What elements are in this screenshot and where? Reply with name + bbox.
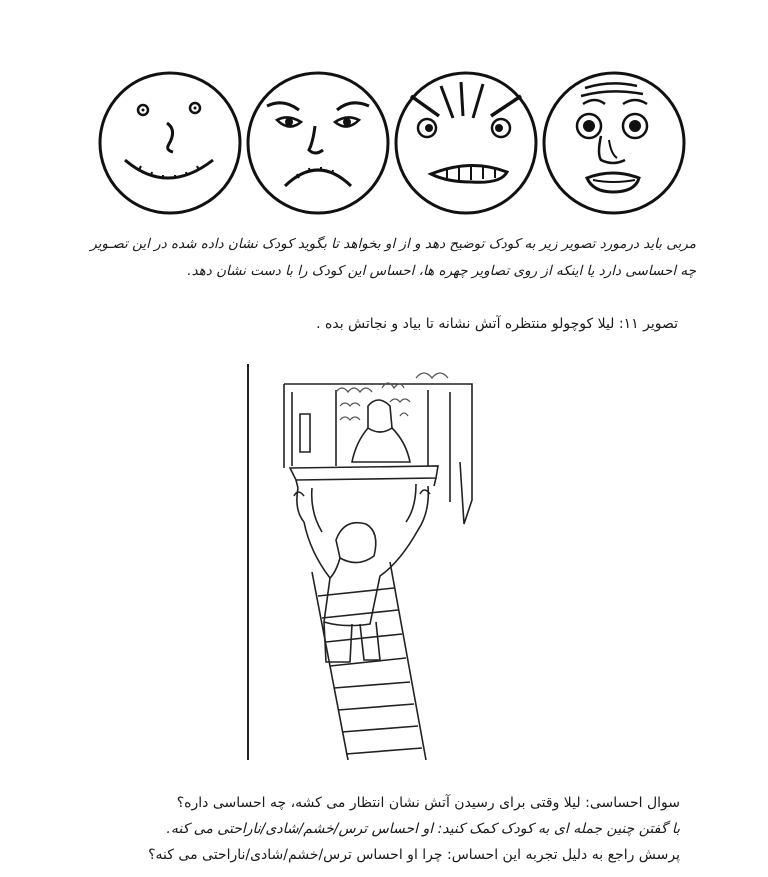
scared-face-icon	[539, 68, 689, 218]
reason-question: پرسش راجع به دلیل تجربه این احساس: چرا او احساس ترس/خشم/شادی/ناراحتی می کنه؟	[148, 847, 680, 863]
firefighter-rescue-illustration	[240, 362, 530, 762]
instruction-line-1: مربی باید درمورد تصویر زیر به کودک توضیح دهد و از او بخواهد تا بگوید کودک نشان داده شده در این تصـویر	[90, 236, 696, 252]
emotion-faces	[95, 68, 675, 218]
sad-face-icon	[243, 68, 393, 218]
figure-caption: تصویر ۱۱: لیلا کوچولو منتظره آتش نشانه تا بیاد و نجاتش بده .	[316, 316, 678, 332]
instruction-line-2: چه احساسی دارد یا اینکه از روی تصاویر چهره ها، احساس این کودک را با دست نشان دهد.	[187, 263, 696, 279]
angry-face-icon	[391, 68, 541, 218]
emotion-question: سوال احساسی: لیلا وقتی برای رسیدن آتش نشان انتظار می کشه، چه احساسی داره؟	[176, 795, 680, 811]
happy-face-icon	[95, 68, 245, 218]
helper-sentence: با گفتن چنین جمله ای به کودک کمک کنید: او احساس ترس/خشم/شادی/ناراحتی می کنه.	[166, 821, 680, 837]
